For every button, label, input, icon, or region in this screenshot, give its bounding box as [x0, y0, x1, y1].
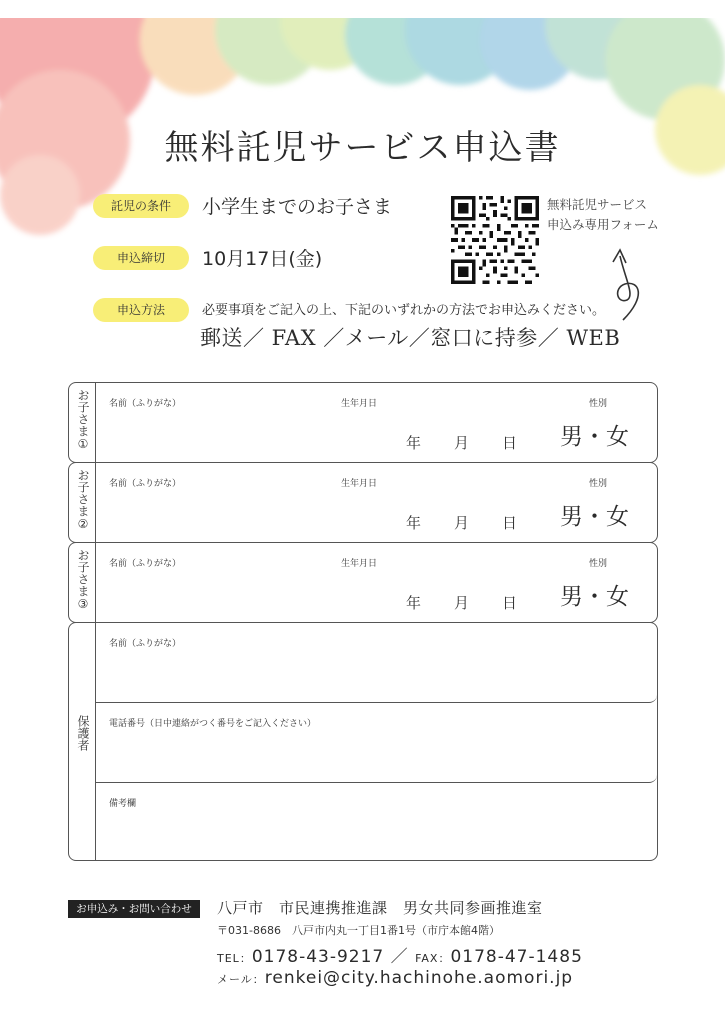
form-title: 無料託児サービス申込書 — [164, 128, 561, 168]
name-label: 名前（ふりがな） — [109, 559, 182, 569]
birth-label: 生年月日 — [341, 559, 378, 569]
child-row-2 — [68, 462, 658, 543]
phone-fax-line: TEL：0178-43-9217 ／ FAX：0178-47-1485 — [217, 947, 583, 967]
application-form-table — [68, 382, 658, 861]
qr-caption-line1: 無料託児サービス — [547, 197, 648, 212]
mail-label: メール — [217, 973, 253, 986]
name-field[interactable] — [99, 491, 329, 537]
month-label: 月 — [454, 434, 470, 452]
year-label: 年 — [406, 594, 422, 612]
sex-label: 性別 — [589, 559, 608, 569]
remarks-cell[interactable] — [95, 783, 657, 860]
guardian-block — [68, 622, 658, 861]
phone-label: 電話番号（日中連絡がつく番号をご記入ください） — [109, 719, 317, 729]
fax-number: 0178-47-1485 — [450, 947, 583, 967]
sex-options[interactable]: 男・女 — [560, 424, 629, 450]
guardian-side-label: 保護者 — [76, 715, 90, 751]
child-side-label: お子さま② — [76, 469, 90, 531]
guardian-name-cell[interactable] — [95, 623, 657, 703]
deadline-value: 10月17日(金) — [202, 248, 323, 270]
mail-address[interactable]: renkei@city.hachinohe.aomori.jp — [264, 968, 574, 988]
contact-tag: お申込み・お問い合わせ — [68, 900, 200, 918]
curved-arrow-icon — [595, 238, 645, 328]
child-side-label: お子さま③ — [76, 549, 90, 611]
sex-label: 性別 — [589, 479, 608, 489]
month-label: 月 — [454, 514, 470, 532]
method-badge: 申込方法 — [93, 298, 189, 322]
mail-line: メール：renkei@city.hachinohe.aomori.jp — [217, 968, 574, 988]
condition-value: 小学生までのお子さま — [202, 196, 393, 218]
name-label: 名前（ふりがな） — [109, 479, 182, 489]
qr-code-icon[interactable] — [451, 196, 539, 284]
child-side-label: お子さま① — [76, 389, 90, 451]
tel-label: TEL — [217, 952, 240, 965]
guardian-phone-cell[interactable] — [95, 703, 657, 783]
office-name: 八戸市 市民連携推進課 男女共同参画推進室 — [217, 899, 543, 917]
name-field[interactable] — [99, 411, 329, 457]
method-instruction: 必要事項をご記入の上、下記のいずれかの方法でお申込みください。 — [202, 303, 606, 318]
day-label: 日 — [502, 514, 518, 532]
fax-label: FAX — [415, 952, 439, 965]
child-side-header — [69, 383, 96, 462]
method-list: 郵送／ FAX ／メール／窓口に持参／ WEB — [200, 326, 621, 350]
birth-label: 生年月日 — [341, 399, 378, 409]
sex-options[interactable]: 男・女 — [560, 584, 629, 610]
year-label: 年 — [406, 434, 422, 452]
year-label: 年 — [406, 514, 422, 532]
office-address: 〒031-8686 八戸市内丸一丁目1番1号（市庁本館4階） — [217, 924, 500, 937]
remarks-label: 備考欄 — [109, 799, 137, 809]
guardian-name-label: 名前（ふりがな） — [109, 639, 182, 649]
child-row-3 — [68, 542, 658, 623]
month-label: 月 — [454, 594, 470, 612]
day-label: 日 — [502, 434, 518, 452]
tel-number[interactable]: 0178-43-9217 — [251, 947, 385, 967]
name-label: 名前（ふりがな） — [109, 399, 182, 409]
qr-caption — [547, 195, 659, 235]
child-side-header — [69, 543, 96, 622]
qr-caption-line2: 申込み専用フォーム — [547, 217, 659, 232]
day-label: 日 — [502, 594, 518, 612]
sex-label: 性別 — [589, 399, 608, 409]
sex-options[interactable]: 男・女 — [560, 504, 629, 530]
child-side-header — [69, 463, 96, 542]
deadline-badge: 申込締切 — [93, 246, 189, 270]
child-row-1 — [68, 382, 658, 463]
condition-badge: 託児の条件 — [93, 194, 189, 218]
birth-label: 生年月日 — [341, 479, 378, 489]
name-field[interactable] — [99, 571, 329, 617]
guardian-side-header — [69, 623, 96, 860]
